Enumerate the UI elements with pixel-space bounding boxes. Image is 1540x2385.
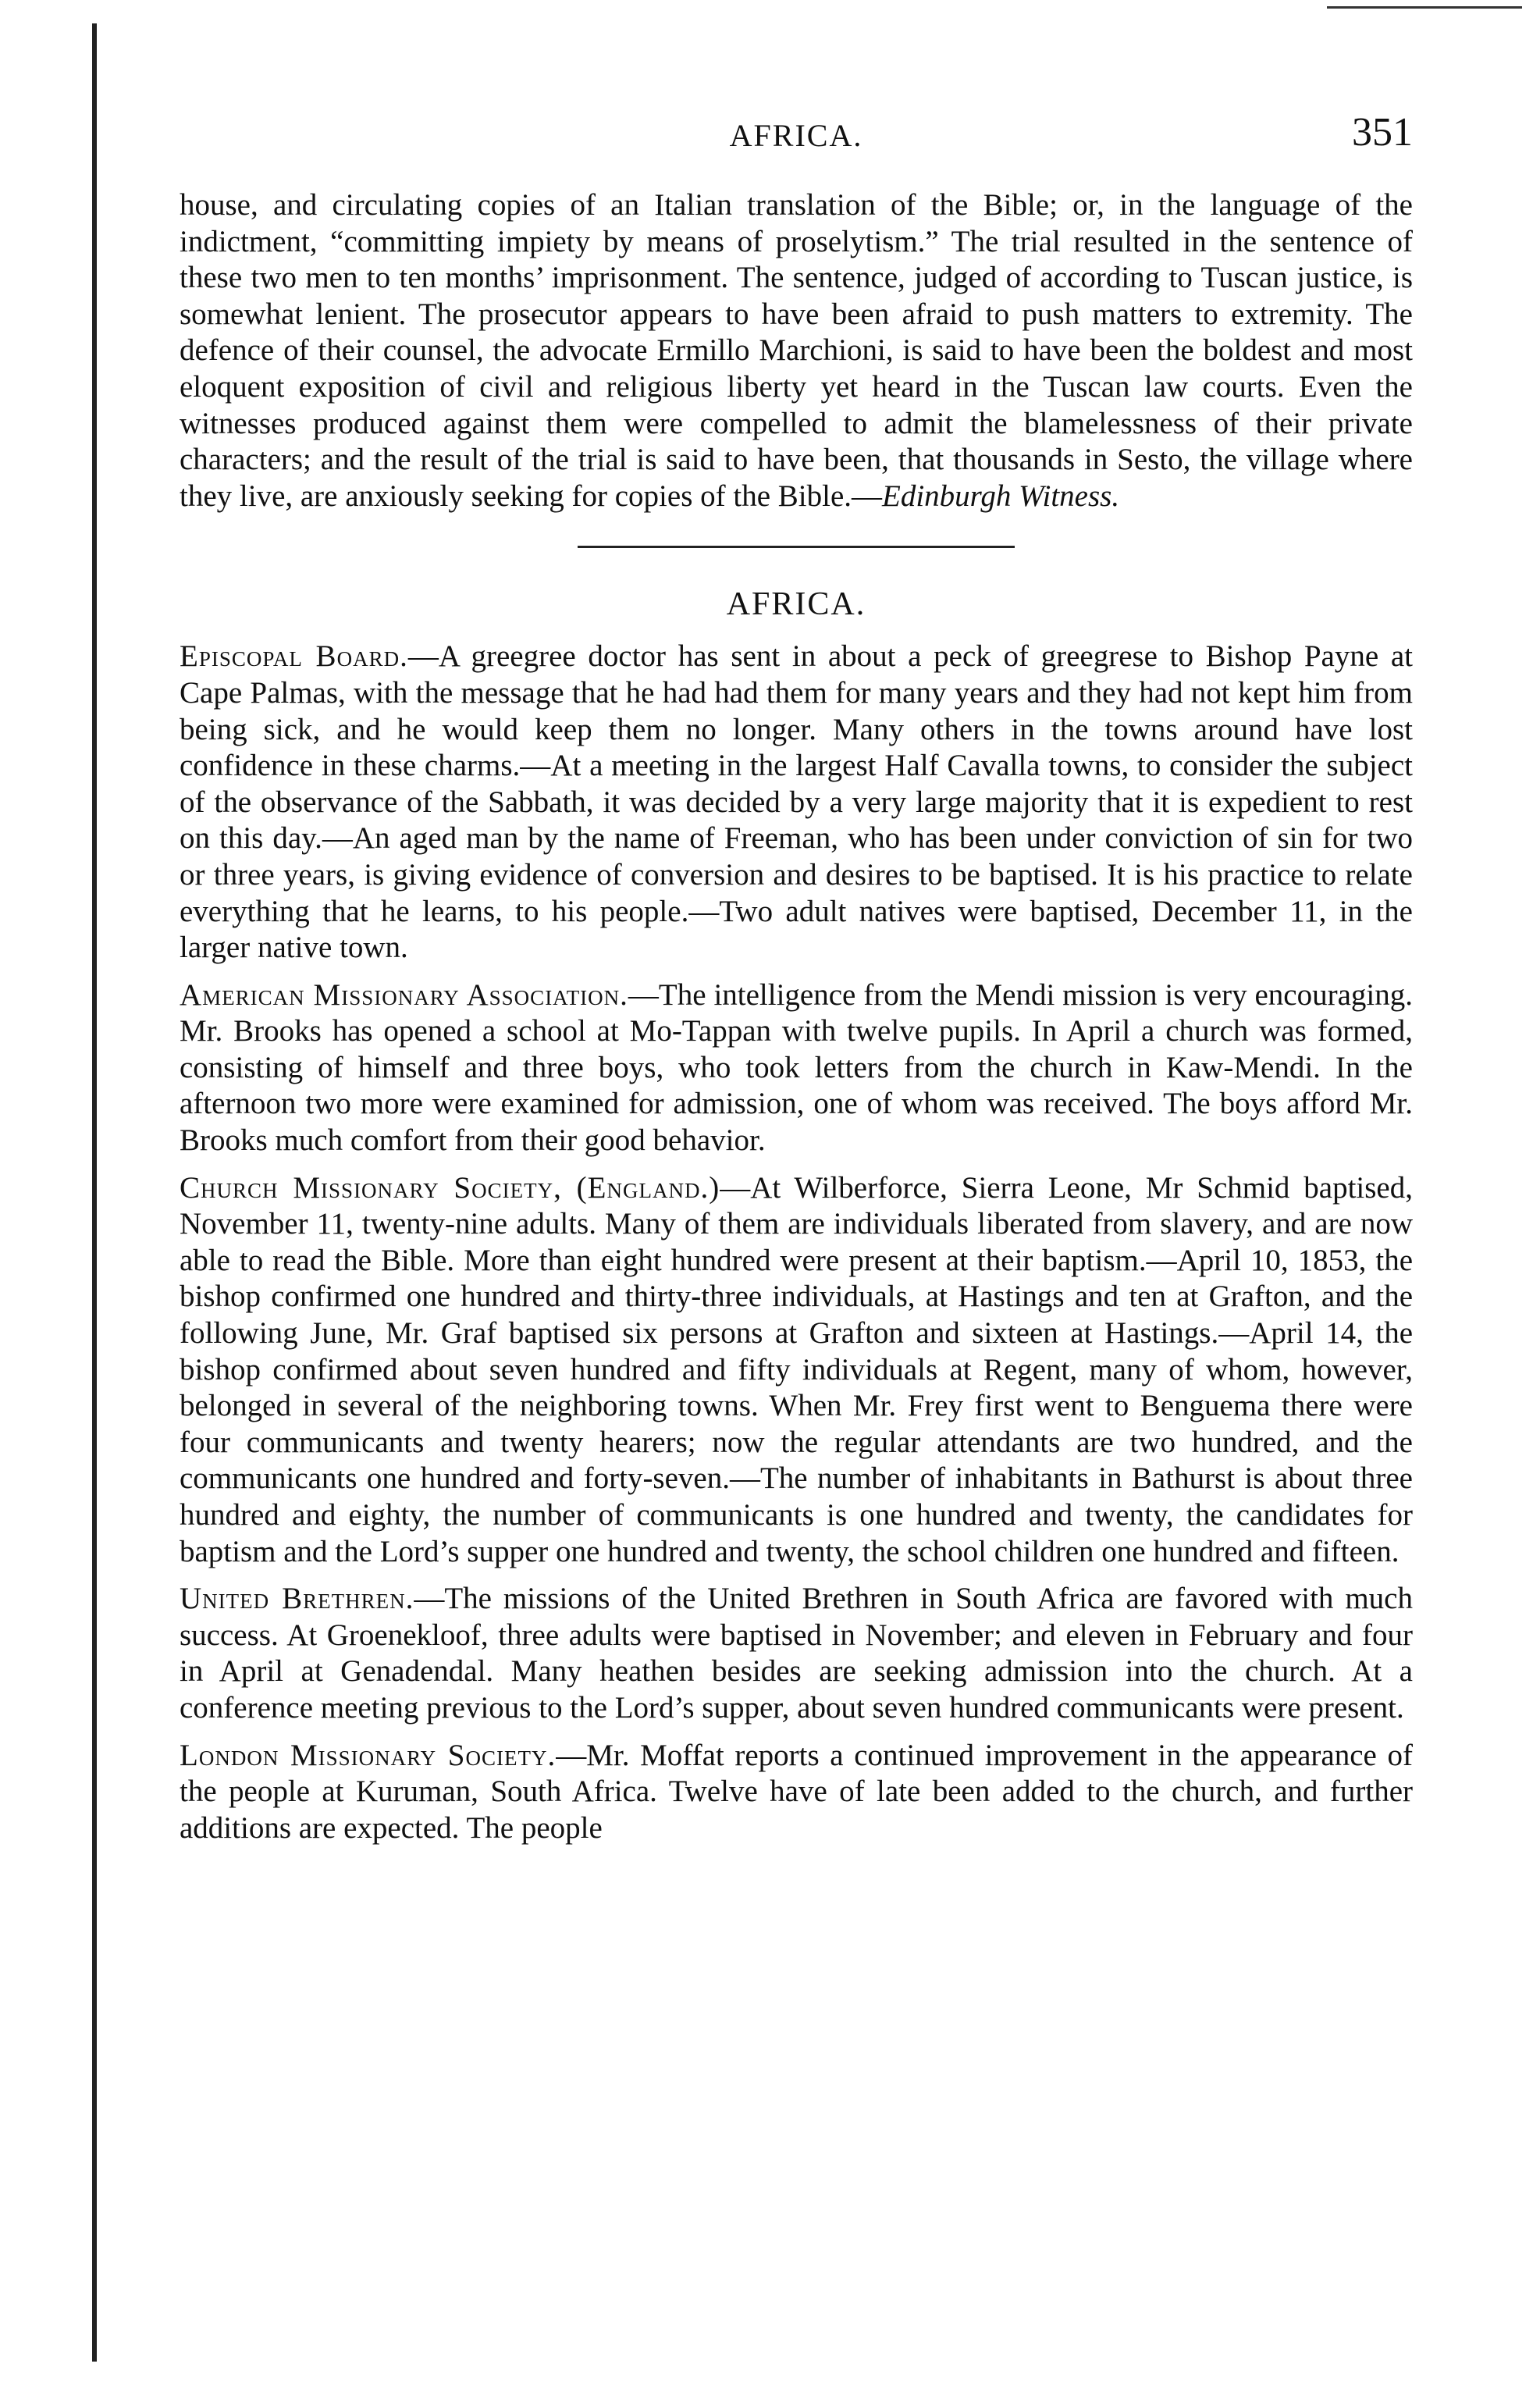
paragraph-heading: Episcopal Board. bbox=[180, 639, 408, 674]
intro-paragraph bbox=[180, 187, 1413, 514]
running-title: AFRICA. bbox=[729, 118, 863, 153]
paragraph-text: —The intelligence from the Mendi mission is very encouraging. Mr. Brooks has opened a school at Mo-Tappan with twelve pupils. In April a church was formed, consisting of himself and three boys, who took letters from the church in Kaw-Mendi. In the afternoon two more were examined for admission, one of whom was received. The boys afford Mr. Brooks much comfort from their good behavior. bbox=[180, 977, 1413, 1158]
paragraph-church-missionary-society bbox=[180, 1170, 1413, 1571]
top-edge-rule bbox=[1327, 6, 1522, 9]
paragraph-text: —The missions of the United Brethren in South Africa are favored with much success. At Groenekloof, three adults were baptised in November; and eleven in February and four in April at Genadendal. Many heathen besides are seeking admission into the church. At a conference meeting previous to the Lord’s supper, about seven hundred communicants were present. bbox=[180, 1582, 1413, 1725]
paragraph-heading: London Missionary Society. bbox=[180, 1738, 557, 1772]
paragraph-heading: United Brethren. bbox=[180, 1582, 414, 1616]
intro-paragraph-text: house, and circulating copies of an Italian translation of the Bible; or, in the language of the indictment, “committing impiety by means of proselytism.” The trial resulted in the sentence of these two men to ten months’ imprisonment. The sentence, judged of according to Tuscan justice, is somewhat lenient. The prosecutor appears to have been afraid to push matters to extremity. The defence of their counsel, the advocate Ermillo Marchioni, is said to have been the boldest and most eloquent exposition of civil and religious liberty yet heard in the Tuscan law courts. Even the witnesses produced against them were compelled to admit the blamelessness of their private characters; and the result of the trial is said to have been, that thousands in Sesto, the village where they live, are anxiously seeking for copies of the Bible.— bbox=[180, 188, 1413, 513]
page-number: 351 bbox=[1352, 110, 1413, 155]
paragraph-text: —Mr. Moffat reports a continued improvement in the appearance of the people at Kuruman, South Africa. Twelve have of late been added to the church, and further additions are expected. The people bbox=[180, 1738, 1413, 1845]
paragraph-episcopal-board bbox=[180, 639, 1413, 966]
paragraph-heading: Church Missionary Society, (England.) bbox=[180, 1170, 720, 1205]
paragraph-london-missionary-society bbox=[180, 1738, 1413, 1847]
binding-edge-line bbox=[92, 23, 97, 2362]
paragraph-heading: American Missionary Association. bbox=[180, 977, 628, 1012]
paragraph-text: —At Wilberforce, Sierra Leone, Mr Schmid baptised, November 11, twenty-nine adults. Many of them are individuals liberated from slavery, and are now able to read the Bible. More than eight hundred were present at their baptism.—April 10, 1853, the bishop confirmed one hundred and thirty-three individuals, at Hastings and ten at Grafton, and the following June, Mr. Graf baptised six persons at Grafton and sixteen at Hastings.—April 14, the bishop confirmed about seven hundred and fifty individuals at Regent, many of whom, however, belonged in several of the neighboring towns. When Mr. Frey first went to Benguema there were four communicants and twenty hearers; now the regular attendants are two hundred, and the communicants one hundred and forty-seven.—The number of inhabitants in Bathurst is about three hundred and eighty, the number of communicants is one hundred and twenty, the candidates for baptism and the Lord’s supper one hundred and twenty, the school children one hundred and fifteen. bbox=[180, 1170, 1413, 1568]
running-head bbox=[180, 109, 1413, 164]
intro-source: Edinburgh Witness. bbox=[882, 479, 1120, 513]
paragraph-text: —A greegree doctor has sent in about a peck of greegrese to Bishop Payne at Cape Palmas, with the message that he had had them for many years and they had not kept him from being sick, and he would keep them no longer. Many others in the towns around have lost confidence in these charms.—At a meeting in the largest Half Cavalla towns, to consider the subject of the observance of the Sabbath, it was decided by a very large majority that it is expedient to rest on this day.—An aged man by the name of Freeman, who has been under conviction of sin for two or three years, is giving evidence of conversion and desires to be baptised. It is his practice to relate everything that he learns, to his people.—Two adult natives were baptised, December 11, in the larger native town. bbox=[180, 639, 1413, 965]
page bbox=[180, 109, 1413, 1846]
section-title: AFRICA. bbox=[726, 586, 866, 623]
paragraph-american-missionary-association bbox=[180, 977, 1413, 1159]
section-divider bbox=[578, 546, 1015, 548]
paragraph-united-brethren bbox=[180, 1581, 1413, 1726]
